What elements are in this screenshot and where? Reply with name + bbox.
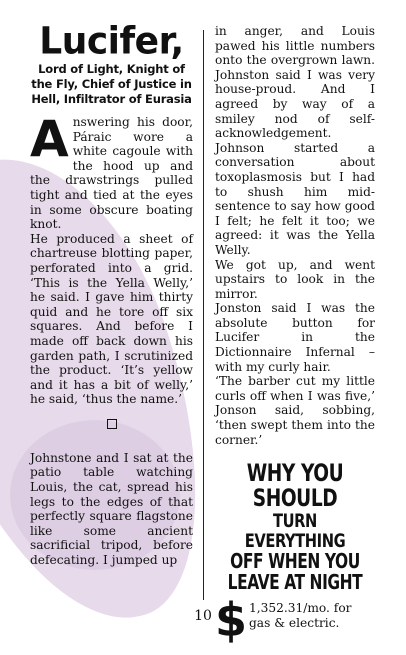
dollar-sign-icon: $ [215,593,248,648]
paragraph-3: Johnstone and I sat at the patio table watching Louis, the cat, spread his legs to the edges of that perfectly square flagstone like some ancient sacrificial tripod, before defecating. I jumped up [30,450,193,568]
left-column [30,19,193,568]
ad-headline-line-3: OFF WHEN YOU LEAVE AT NIGHT [227,549,363,595]
ad-headline-line-1: WHY YOU SHOULD [246,459,344,513]
section-break-square [107,419,117,429]
paragraph-7: Jonston said I was the absolute button for Lucifer in the Dictionnaire Infernal – with my curly hair. [215,301,375,374]
paragraph-1-text: nswering his door, Páraic wore a white cagoule with the hood up and the drawstrings pulled tight and tied at the eyes in some obscure boating knot. [30,115,193,232]
paragraph-2: He produced a sheet of chartreuse blotting paper, perforated into a grid. ‘This is the Yella Welly,’ he said. I gave him thirty quid and he tore off six squares. And before I made off back down his garden path, I scrutinized the product. ‘It’s yellow and it has a bit of welly,’ he said, ‘thus the name.’ [30,231,193,407]
drop-cap: A [30,110,69,168]
page-number: 10 [194,608,212,624]
column-divider [203,30,204,600]
paragraph-5: Johnson started a conversation about toxoplasmosis but I had to shush him mid-sentence to say how good I felt; he felt it too; we agreed: it was the Yella Welly. [215,140,375,257]
ad-headline-line-2: TURN EVERYTHING [244,509,346,552]
ad-price-text: 1,352.31/mo. for gas & electric. [249,601,352,631]
right-column [215,24,375,649]
paragraph-8: ‘The barber cut my little curls off when I was five,’ Jonson said, sobbing, ‘then swept them into the corner.’ [215,374,375,447]
paragraph-6: We got up, and went upstairs to look in the mirror. [215,257,375,301]
article-subtitle: Lord of Light, Knight of the Fly, Chief of Justice in Hell, Infiltrator of Eurasia [31,62,192,106]
ad-price-row [215,593,375,649]
article-title: Lucifer, [39,19,184,63]
paragraph-4: in anger, and Louis pawed his little numbers onto the overgrown lawn. Johnston said I was very house-proud. And I agreed by way of a smiley nod of self-acknowledgement. [215,24,375,141]
paragraph-1 [30,110,193,232]
